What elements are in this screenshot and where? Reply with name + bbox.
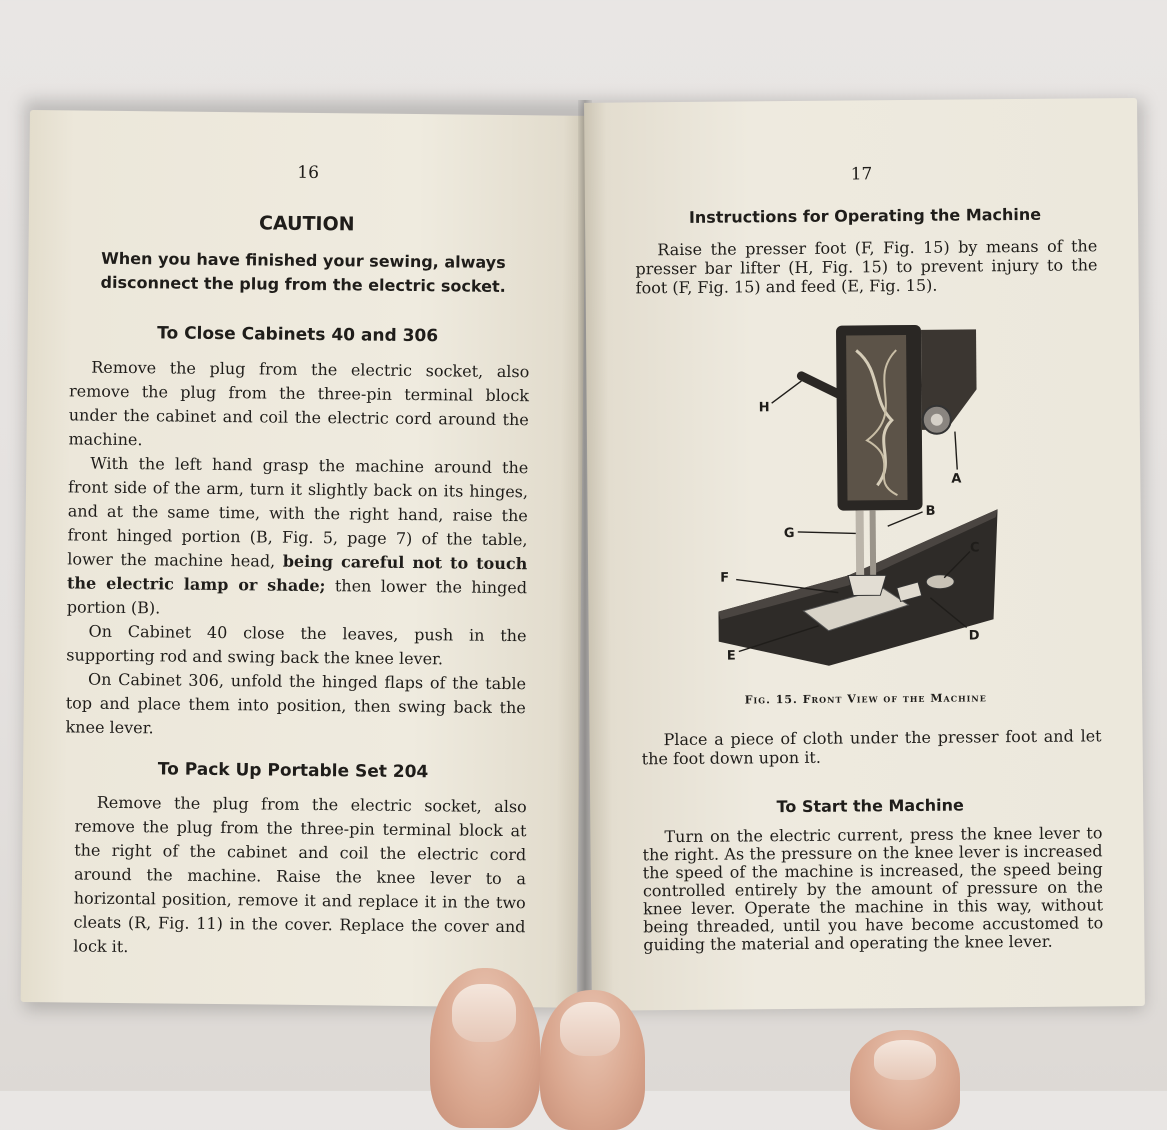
leader-line-h xyxy=(771,381,801,403)
caution-heading: CAUTION xyxy=(258,212,355,236)
instructions-text xyxy=(635,236,1097,297)
page-number: 16 xyxy=(297,162,320,184)
left-page xyxy=(21,110,586,1008)
figure-label-b: B xyxy=(925,503,936,519)
paragraph: Remove the plug from the electric socket, also remove the plug from the three-pin terminal block at the right of the cabinet and coil the electric cord around the machine. Raise the knee lever to a horizontal position, remove it and replace it in the two cleats (R, Fig. 11) in the cover. Replace the cover and lock it. xyxy=(73,792,527,957)
leader-line-b xyxy=(888,512,923,526)
paragraph: Turn on the electric current, press the knee lever to the right. As the pressure on the knee lever is increased the speed of the machine is increased, the speed being controlled entirely by the amount of pressure on the knee lever. Operate the machine in this way, without being threaded, until you have become accustomed to guiding the material and operating the knee lever. xyxy=(642,823,1104,955)
fingernail xyxy=(560,1002,620,1056)
figure-label-c: C xyxy=(969,540,980,556)
figure-label-g: G xyxy=(783,526,795,542)
right-page xyxy=(584,98,1145,1011)
presser-foot xyxy=(848,575,886,595)
figure-label-f: F xyxy=(720,570,730,586)
presser-bar xyxy=(870,510,877,575)
figure-caption: Fig. 15. Front View of the Machine xyxy=(744,691,987,707)
page-number: 17 xyxy=(850,164,873,185)
paragraph: On Cabinet 306, unfold the hinged flaps of the table top and place them into position, then swing back the knee lever. xyxy=(65,669,527,738)
text-run: With the left hand grasp the machine around the front side of the arm, turn it slightly back on its hinges, and at the same time, with the right hand, raise the front hinged portion (B, Fig. 5, page 7) of the table, lower the machine head, xyxy=(67,453,529,571)
fingernail xyxy=(874,1040,936,1080)
start-machine-text xyxy=(642,824,1103,954)
pack-up-heading: To Pack Up Portable Set 204 xyxy=(157,759,429,783)
bobbin-winder xyxy=(926,575,954,589)
fingernail xyxy=(452,984,516,1042)
paragraph: On Cabinet 40 close the leaves, push in the supporting rod and swing back the knee lever. xyxy=(66,621,527,669)
pack-up-text xyxy=(73,791,527,964)
sewing-machine-figure xyxy=(706,319,1009,672)
figure-label-e: E xyxy=(726,648,736,664)
caution-line-1: When you have finished your sewing, always xyxy=(101,248,506,272)
instructions-heading: Instructions for Operating the Machine xyxy=(688,204,1042,227)
bold-warning: being careful not to touch the electric lamp or shade; xyxy=(66,551,528,596)
tension-knob xyxy=(931,414,943,426)
caution-text xyxy=(68,246,538,299)
figure-label-h: H xyxy=(758,400,770,416)
paragraph: Raise the presser foot (F, Fig. 15) by means of the presser bar lifter (H, Fig. 15) to prevent injury to the foot (F, Fig. 15) and feed (E, Fig. 15). xyxy=(635,236,1098,298)
index-finger xyxy=(540,990,645,1130)
close-cabinets-heading: To Close Cabinets 40 and 306 xyxy=(157,323,439,347)
needle-bar xyxy=(856,510,865,580)
caution-line-2: disconnect the plug from the electric socket. xyxy=(100,272,506,296)
presser-bar-lifter xyxy=(801,376,841,396)
leader-line-a xyxy=(955,432,957,470)
figure-label-a: A xyxy=(951,471,962,487)
paragraph: Place a piece of cloth under the presser foot and let the foot down upon it. xyxy=(641,726,1102,769)
paragraph xyxy=(67,451,529,624)
close-cabinets-text xyxy=(65,355,529,744)
figure-label-d: D xyxy=(968,628,980,644)
paragraph: Remove the plug from the electric socket, also remove the plug from the three-pin terminal block under the cabinet and coil the electric cord around the machine. xyxy=(68,357,530,450)
middle-finger xyxy=(850,1030,960,1130)
place-cloth-text xyxy=(641,726,1101,768)
decorative-plate xyxy=(846,335,907,501)
thumb-finger xyxy=(430,968,540,1128)
text-run: then lower the hinged portion (B). xyxy=(66,576,528,618)
leader-line-g xyxy=(798,531,856,534)
start-machine-heading: To Start the Machine xyxy=(776,795,964,817)
